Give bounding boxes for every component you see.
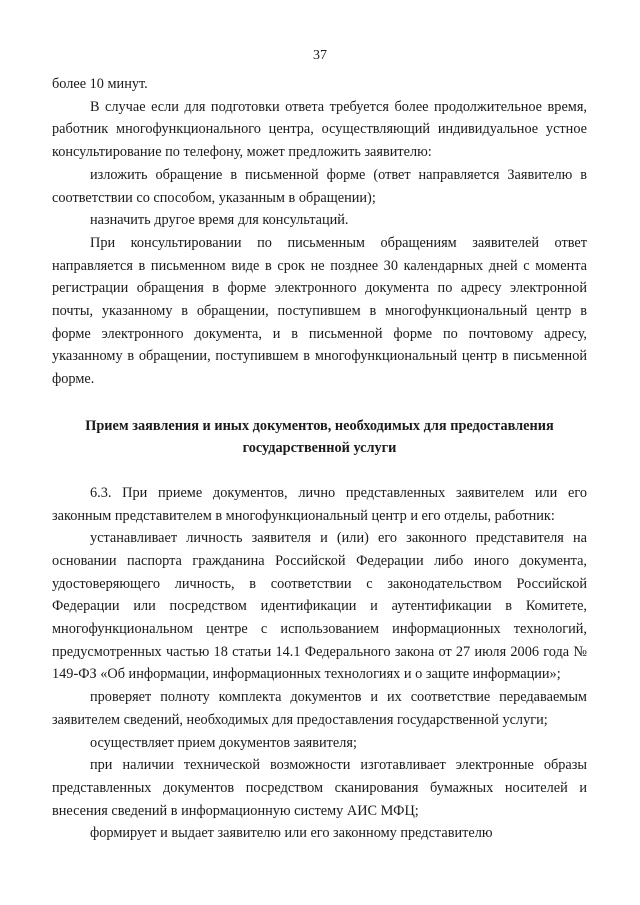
paragraph: устанавливает личность заявителя и (или) его законного представителя на основании паспорта гражданина Российской Федерации либо иного документа, удостоверяющего личность, в соответствии с законодательством Российской Федерации или посредством идентификации и аутентификации в Комитете, многофункциональном центре с использованием информационных технологий, предусмотренных частью 18 статьи 14.1 Федерального закона от 27 июля 2006 года № 149-ФЗ «Об информации, информационных технологиях и о защите информации»;: [52, 530, 587, 683]
paragraph: В случае если для подготовки ответа требуется более продолжительное время, работник многофункционального центра, осуществляющий индивидуальное устное консультирование по телефону, может предложить заявителю:: [52, 98, 587, 161]
page-number: 37: [313, 48, 327, 63]
section-heading-line: государственной услуги: [242, 439, 397, 456]
paragraph: изложить обращение в письменной форме (ответ направляется Заявителю в соответствии со способом, указанным в обращении);: [52, 166, 587, 206]
document-body: [52, 73, 587, 845]
paragraph: осуществляет прием документов заявителя;: [90, 734, 357, 751]
section-heading-line: Прием заявления и иных документов, необходимых для предоставления: [85, 417, 554, 434]
paragraph: более 10 минут.: [52, 76, 148, 92]
section-heading: [52, 415, 587, 459]
paragraph: проверяет полноту комплекта документов и их соответствие передаваемым заявителем сведений, необходимых для предоставления государственной услуги;: [52, 689, 587, 728]
paragraph: формирует и выдает заявителю или его законному представителю: [90, 825, 493, 842]
paragraph: 6.3. При приеме документов, лично представленных заявителем или его законным представителем в многофункциональный центр и его отделы, работник:: [52, 484, 587, 524]
paragraph: при наличии технической возможности изготавливает электронные образы представленных документов посредством сканирования бумажных носителей и внесения сведений в информационную систему АИС МФЦ;: [52, 757, 587, 819]
paragraph: назначить другое время для консультаций.: [90, 212, 349, 229]
paragraph: При консультировании по письменным обращениям заявителей ответ направляется в письменном виде в срок не позднее 30 календарных дней с момента регистрации обращения в форме электронного документа по адресу электронной почты, указанному в обращении, поступившем в многофункциональный центр в форме электронного документа, и в письменной форме по почтовому адресу, указанному в обращении, поступившем в многофункциональный центр в письменной форме.: [52, 234, 587, 388]
